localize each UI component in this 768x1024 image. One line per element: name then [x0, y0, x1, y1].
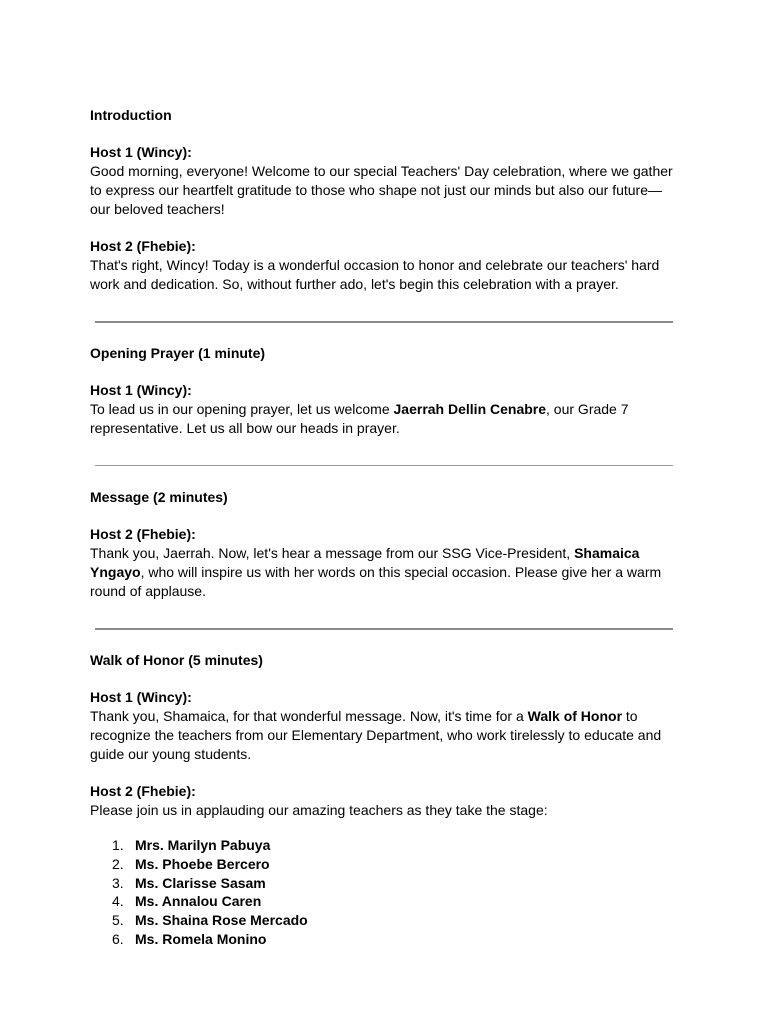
speaker-host2: Host 2 (Fhebie):: [90, 783, 196, 799]
speech-text: to recognize the teachers from our Elementary Department, who work tirelessly to educate and guide our young students.: [90, 708, 662, 762]
speech-paragraph: Good morning, everyone! Welcome to our special Teachers' Day celebration, where we gather to express our heartfelt gratitude to those who shape not just our minds but also our future—our beloved teachers!: [90, 163, 673, 217]
list-number: 4.: [112, 893, 124, 910]
teacher-name: Ms. Clarisse Sasam: [135, 874, 266, 891]
list-number: 6.: [112, 930, 124, 947]
speaker-host1: Host 1 (Wincy):: [90, 689, 192, 705]
section-heading-message: Message (2 minutes): [90, 489, 228, 505]
section-heading-walk-of-honor: Walk of Honor (5 minutes): [90, 652, 263, 668]
section-heading-introduction: Introduction: [90, 107, 172, 123]
teacher-name: Ms. Shaina Rose Mercado: [135, 912, 308, 929]
teacher-list-item: [90, 930, 680, 949]
speaker-host1: Host 1 (Wincy):: [90, 144, 192, 160]
speaker-host1: Host 1 (Wincy):: [90, 382, 192, 398]
teacher-list-item: [90, 836, 680, 855]
speech-text: , who will inspire us with her words on this special occasion. Please give her a warm round of applause.: [90, 564, 662, 599]
speech-paragraph: [90, 707, 680, 764]
section-heading-opening-prayer: Opening Prayer (1 minute): [90, 345, 266, 361]
speech-text: Thank you, Shamaica, for that wonderful message. Now, it's time for a: [90, 708, 528, 724]
teacher-list-item: [90, 855, 680, 874]
speech-bold-name: Jaerrah Dellin Cenabre: [393, 401, 547, 417]
list-number: 2.: [112, 855, 124, 872]
speaker-host2: Host 2 (Fhebie):: [90, 526, 196, 542]
speech-paragraph: [90, 544, 680, 601]
speech-bold-phrase: Walk of Honor: [527, 708, 623, 724]
teacher-list-item: [90, 911, 680, 930]
speech-paragraph: That's right, Wincy! Today is a wonderful occasion to honor and celebrate our teachers' hard work and dedication. So, without further ado, let's begin this celebration with a prayer.: [90, 257, 660, 292]
speech-paragraph: Please join us in applauding our amazing teachers as they take the stage:: [90, 802, 548, 818]
teacher-name: Ms. Romela Monino: [135, 930, 267, 947]
speech-text: Thank you, Jaerrah. Now, let's hear a message from our SSG Vice-President,: [90, 545, 575, 561]
list-number: 3.: [112, 874, 124, 891]
speech-paragraph: [90, 400, 680, 438]
teacher-name: Ms. Phoebe Bercero: [135, 855, 270, 872]
speech-text: , our Grade 7 representative. Let us all bow our heads in prayer.: [90, 401, 629, 436]
speech-text: To lead us in our opening prayer, let us welcome: [90, 401, 394, 417]
teacher-name: Ms. Annalou Caren: [135, 893, 262, 910]
teacher-list-item: [90, 892, 680, 911]
speaker-host2: Host 2 (Fhebie):: [90, 238, 196, 254]
list-number: 1.: [112, 837, 124, 853]
teacher-list: [90, 836, 680, 949]
teacher-name: Mrs. Marilyn Pabuya: [135, 837, 271, 853]
document-content: [90, 106, 680, 949]
speech-bold-name: Shamaica Yngayo: [90, 545, 640, 580]
teacher-list-item: [90, 874, 680, 893]
list-number: 5.: [112, 912, 124, 929]
